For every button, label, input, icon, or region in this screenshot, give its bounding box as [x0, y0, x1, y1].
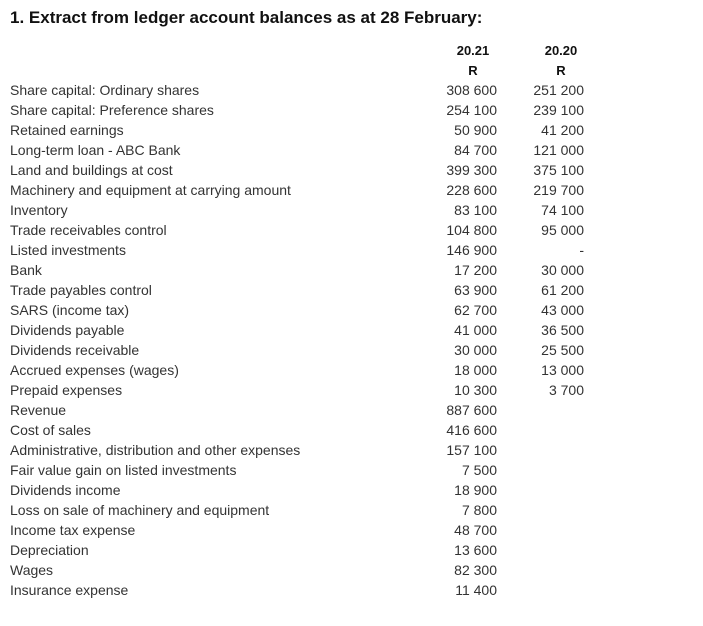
- row-label: Administrative, distribution and other expenses: [10, 442, 301, 458]
- value-2021: 48 700: [454, 522, 497, 538]
- value-2020: -: [579, 242, 584, 258]
- row-label: Long-term loan - ABC Bank: [10, 142, 181, 158]
- table-row: [0, 280, 703, 300]
- row-label: Fair value gain on listed investments: [10, 462, 237, 478]
- value-2020: 43 000: [541, 302, 584, 318]
- table-row: [0, 380, 703, 400]
- page-title: 1. Extract from ledger account balances as at 28 February:: [10, 8, 483, 27]
- row-label: Insurance expense: [10, 582, 129, 598]
- table-row: [0, 320, 703, 340]
- value-2021: 30 000: [454, 342, 497, 358]
- row-label: Share capital: Ordinary shares: [10, 82, 200, 98]
- value-2021: 7 800: [461, 502, 497, 518]
- value-2021: 10 300: [454, 382, 497, 398]
- ledger-table: [0, 80, 703, 600]
- table-row: [0, 460, 703, 480]
- value-2021: 228 600: [446, 182, 497, 198]
- row-label: SARS (income tax): [10, 302, 130, 318]
- table-row: [0, 140, 703, 160]
- row-label: Inventory: [10, 202, 68, 218]
- column-header-year-2020: 20.20: [544, 43, 578, 58]
- value-2020: 13 000: [541, 362, 584, 378]
- value-2021: 157 100: [446, 442, 497, 458]
- value-2021: 399 300: [446, 162, 497, 178]
- value-2020: 36 500: [541, 322, 584, 338]
- value-2021: 7 500: [461, 462, 497, 478]
- row-label: Trade receivables control: [10, 222, 167, 238]
- row-label: Land and buildings at cost: [10, 162, 173, 178]
- row-label: Wages: [10, 562, 54, 578]
- row-label: Machinery and equipment at carrying amount: [10, 182, 291, 198]
- table-row: [0, 260, 703, 280]
- row-label: Dividends receivable: [10, 342, 140, 358]
- row-label: Cost of sales: [10, 422, 91, 438]
- table-row: [0, 400, 703, 420]
- value-2020: 74 100: [541, 202, 584, 218]
- table-row: [0, 560, 703, 580]
- row-label: Listed investments: [10, 242, 126, 258]
- table-row: [0, 160, 703, 180]
- table-row: [0, 220, 703, 240]
- value-2021: 82 300: [454, 562, 497, 578]
- row-label: Depreciation: [10, 542, 89, 558]
- table-row: [0, 180, 703, 200]
- value-2020: 61 200: [541, 282, 584, 298]
- table-row: [0, 420, 703, 440]
- row-label: Dividends income: [10, 482, 121, 498]
- value-2020: 3 700: [548, 382, 584, 398]
- value-2021: 63 900: [454, 282, 497, 298]
- value-2021: 17 200: [454, 262, 497, 278]
- table-row: [0, 580, 703, 600]
- row-label: Accrued expenses (wages): [10, 362, 179, 378]
- table-row: [0, 340, 703, 360]
- row-label: Retained earnings: [10, 122, 124, 138]
- table-row: [0, 360, 703, 380]
- value-2021: 83 100: [454, 202, 497, 218]
- value-2021: 18 000: [454, 362, 497, 378]
- row-label: Revenue: [10, 402, 67, 418]
- value-2020: 121 000: [533, 142, 584, 158]
- value-2020: 41 200: [541, 122, 584, 138]
- value-2020: 251 200: [533, 82, 584, 98]
- value-2021: 13 600: [454, 542, 497, 558]
- table-row: [0, 300, 703, 320]
- row-label: Trade payables control: [10, 282, 152, 298]
- row-label: Dividends payable: [10, 322, 125, 338]
- value-2020: 219 700: [533, 182, 584, 198]
- row-label: Prepaid expenses: [10, 382, 123, 398]
- row-label: Bank: [10, 262, 42, 278]
- value-2021: 146 900: [446, 242, 497, 258]
- value-2020: 239 100: [533, 102, 584, 118]
- value-2021: 18 900: [454, 482, 497, 498]
- value-2020: 25 500: [541, 342, 584, 358]
- row-label: Income tax expense: [10, 522, 136, 538]
- value-2021: 416 600: [446, 422, 497, 438]
- value-2020: 375 100: [533, 162, 584, 178]
- value-2021: 84 700: [454, 142, 497, 158]
- table-row: [0, 200, 703, 220]
- table-row: [0, 100, 703, 120]
- table-row: [0, 520, 703, 540]
- value-2021: 104 800: [446, 222, 497, 238]
- column-header-unit-2021: R: [468, 63, 478, 78]
- value-2021: 308 600: [446, 82, 497, 98]
- value-2021: 887 600: [446, 402, 497, 418]
- value-2021: 11 400: [455, 582, 497, 598]
- value-2021: 50 900: [454, 122, 497, 138]
- table-row: [0, 440, 703, 460]
- table-row: [0, 120, 703, 140]
- column-header-year-2021: 20.21: [456, 43, 490, 58]
- value-2021: 41 000: [454, 322, 497, 338]
- row-label: Loss on sale of machinery and equipment: [10, 502, 270, 518]
- column-header-unit-2020: R: [556, 63, 566, 78]
- value-2020: 95 000: [541, 222, 584, 238]
- row-label: Share capital: Preference shares: [10, 102, 214, 118]
- table-row: [0, 540, 703, 560]
- table-row: [0, 500, 703, 520]
- table-row: [0, 80, 703, 100]
- table-row: [0, 480, 703, 500]
- value-2021: 254 100: [446, 102, 497, 118]
- table-row: [0, 240, 703, 260]
- value-2021: 62 700: [454, 302, 497, 318]
- value-2020: 30 000: [541, 262, 584, 278]
